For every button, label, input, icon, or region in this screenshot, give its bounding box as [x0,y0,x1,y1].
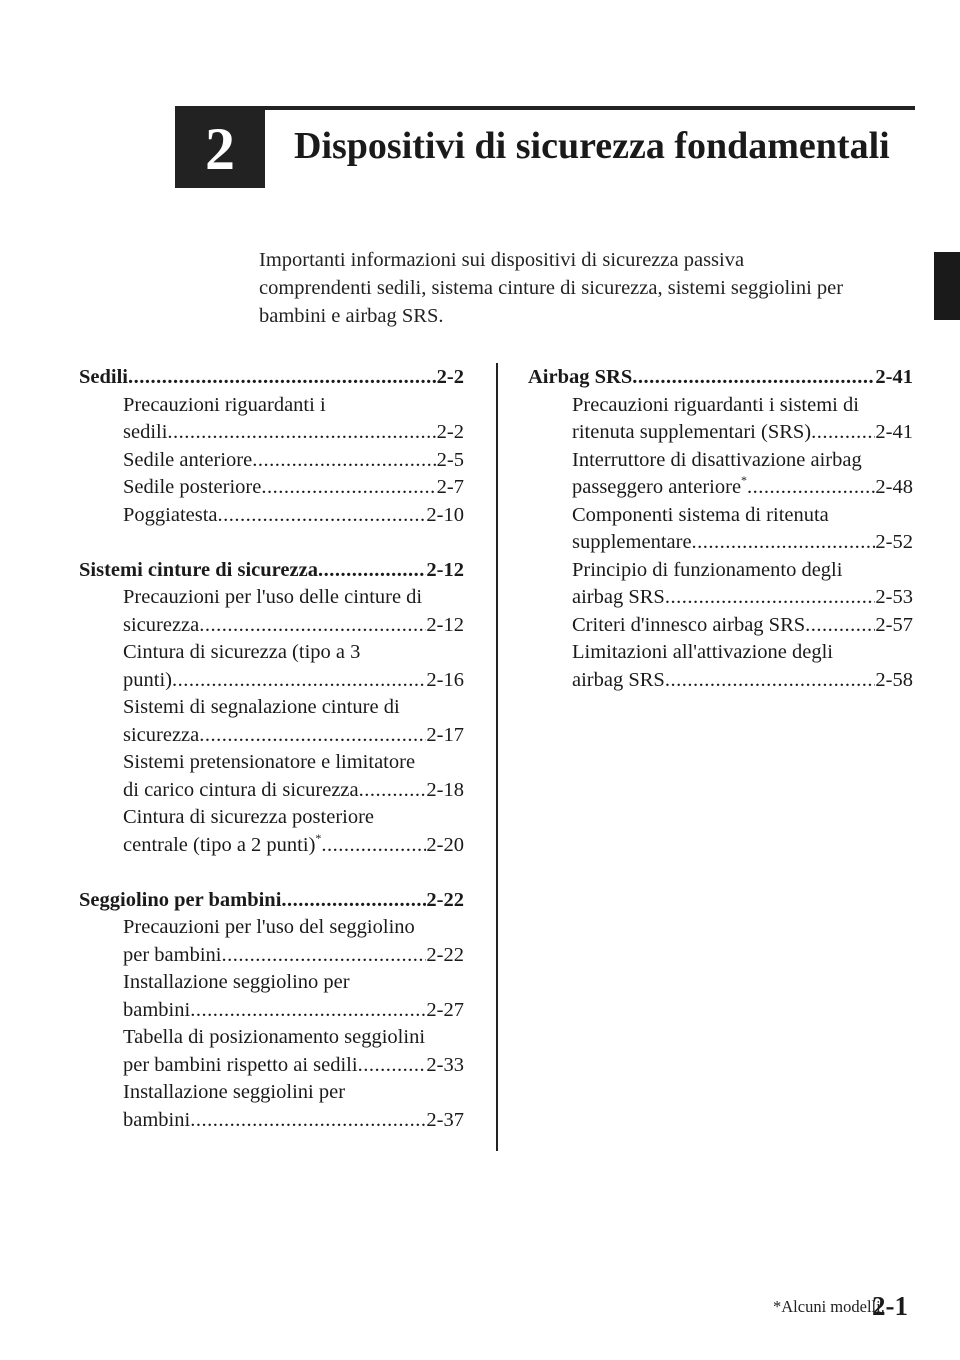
toc-leader [665,584,876,612]
toc-entry-label: supplementare [572,531,692,553]
toc-entry-last-line [123,667,464,695]
chapter-number-box [175,110,265,188]
toc-entry-line: Precauzioni per l'uso del seggiolino [123,916,415,938]
toc-section-heading[interactable] [79,364,464,392]
intro-line: Importanti informazioni sui dispositivi di sicurezza passiva [259,249,745,271]
toc-entry[interactable] [528,502,913,557]
toc-entry-label: airbag SRS [572,586,665,608]
toc-entry-text [123,1052,358,1080]
toc-section [79,887,464,1135]
footnote: *Alcuni modelli. [773,1297,885,1316]
toc-entry-last-line [572,529,913,557]
toc-entry-page: 2-17 [426,723,464,746]
toc-entry-label: Criteri d'innesco airbag SRS [572,613,806,636]
toc-left-column [79,364,464,1162]
toc-leader [805,612,875,640]
toc-entry-page: 2-5 [436,448,464,471]
toc-leader [359,777,427,805]
toc-section-title: Sistemi cinture di sicurezza [79,558,318,581]
toc-entry-last-line [123,419,464,447]
chapter-top-rule [175,106,915,110]
toc-entry-text [123,722,199,750]
toc-entry-page: 2-2 [436,421,464,443]
toc-entry[interactable] [79,392,464,447]
toc-entry-page: 2-18 [426,778,464,801]
toc-entry-label: Sedile posteriore [123,476,262,498]
toc-entry-label: bambini [123,1108,191,1131]
toc-entry[interactable] [528,639,913,694]
toc-entry-page: 2-33 [426,1053,464,1076]
toc-entry[interactable] [79,969,464,1024]
toc-entry-page: 2-10 [426,503,464,526]
chapter-title: Dispositivi di sicurezza fondamentali [294,125,890,167]
toc-leader [128,364,437,392]
toc-leader [321,832,426,860]
toc-entry-line: Tabella di posizionamento seggiolini [123,1026,426,1048]
toc-leader [190,1107,426,1135]
toc-entry-label: per bambini rispetto ai sedili [123,1053,358,1076]
toc-entry-page: 2-12 [426,613,464,636]
toc-entry-line: Componenti sistema di ritenuta [572,503,829,526]
toc-entry-text [123,997,190,1025]
toc-entry-text [123,612,199,640]
toc-entry-line: Limitazioni all'attivazione degli [572,641,833,663]
toc-section-title: Airbag SRS [528,366,633,388]
asterisk-marker: * [741,473,748,487]
toc-leader [218,502,427,530]
toc-entry-last-line [123,447,464,475]
toc-leader [811,419,875,447]
toc-entry-last-line [572,419,913,447]
toc-entry[interactable] [528,612,913,640]
toc-entry[interactable] [79,914,464,969]
toc-entry-text [123,942,222,970]
page-number: 2-1 [872,1291,908,1321]
toc-entry-last-line [123,997,464,1025]
toc-entry-text [572,667,665,695]
toc-entry-text [572,474,747,502]
toc-section [79,364,464,529]
toc-entry-page: 2-52 [875,531,913,553]
chapter-intro [259,246,919,330]
toc-entry-last-line [572,584,913,612]
toc-section-page: 2-2 [436,366,464,388]
toc-leader [252,447,436,475]
toc-leader [318,557,426,585]
toc-entry[interactable] [79,584,464,639]
toc-leader [172,667,426,695]
toc-entry-label: bambini [123,998,191,1021]
toc-right-column [528,364,913,722]
toc-entry-line: Precauzioni riguardanti i sistemi di [572,393,859,416]
toc-entry-last-line [123,612,464,640]
column-divider [496,363,498,1151]
toc-entry-page: 2-58 [875,668,913,691]
toc-entry-line: Installazione seggiolini per [123,1081,346,1103]
toc-entry[interactable] [79,804,464,859]
toc-entry-text [123,502,218,530]
toc-entry-last-line [123,777,464,805]
toc-entry-page: 2-48 [875,476,913,498]
toc-entry-text [123,777,359,805]
toc-entry[interactable] [528,557,913,612]
chapter-thumb-tab [934,252,960,320]
toc-entry[interactable] [79,639,464,694]
toc-entry-page: 2-20 [426,833,464,856]
toc-entry-text [572,529,692,557]
toc-entry-text [572,419,811,447]
toc-entry-label: per bambini [123,943,222,966]
toc-section-heading[interactable] [79,557,464,585]
toc-entry-text [123,474,261,502]
toc-entry[interactable] [79,447,464,475]
toc-section-page: 2-22 [426,888,464,911]
toc-entry-line: Principio di funzionamento degli [572,558,843,581]
toc-entry-label: sicurezza [123,723,200,746]
toc-section [528,364,913,694]
toc-entry-page: 2-41 [875,421,913,443]
toc-entry-last-line [572,612,913,640]
toc-entry-last-line [572,667,913,695]
toc-entry[interactable] [79,502,464,530]
toc-entry-label: punti) [123,668,172,691]
intro-line: bambini e airbag SRS. [259,305,444,327]
asterisk-marker: * [315,830,322,845]
toc-entry-text [572,612,805,640]
toc-entry-page: 2-57 [875,613,913,636]
toc-entry-last-line [123,474,464,502]
toc-entry-label: Sedile anteriore [123,448,253,471]
toc-leader [222,942,427,970]
toc-entry[interactable] [79,1024,464,1079]
toc-leader [692,529,876,557]
toc-entry[interactable] [79,1079,464,1134]
toc-section-page: 2-12 [426,558,464,581]
toc-entry-text [123,832,321,860]
toc-entry-label: ritenuta supplementari (SRS) [572,421,812,443]
toc-leader [665,667,876,695]
chapter-number: 2 [205,115,235,182]
toc-entry-line: Cintura di sicurezza posteriore [123,806,375,828]
toc-entry-last-line [123,942,464,970]
toc-entry-text [123,1107,190,1135]
toc-entry-label: sicurezza [123,613,200,636]
toc-entry-page: 2-53 [875,586,913,608]
toc-leader [167,419,436,447]
toc-entry-line: Precauzioni per l'uso delle cinture di [123,586,423,608]
toc-section-heading[interactable] [528,364,913,392]
toc-entry-page: 2-37 [426,1108,464,1131]
toc-leader [261,474,436,502]
toc-entry-line: Precauzioni riguardanti i [123,393,326,416]
toc-entry-label: Poggiatesta [123,503,218,526]
toc-entry[interactable] [528,447,913,502]
toc-entry-text [123,447,252,475]
toc-entry-text [123,419,167,447]
toc-leader [358,1052,427,1080]
toc-section [79,557,464,860]
toc-entry-line: Interruttore di disattivazione airbag [572,448,862,471]
toc-entry-label: airbag SRS [572,668,665,691]
toc-section-page: 2-41 [875,366,913,388]
toc-entry-text [572,584,665,612]
toc-entry-label: di carico cintura di sicurezza [123,778,359,801]
intro-line: comprendenti sedili, sistema cinture di sicurezza, sistemi seggiolini per [259,277,844,299]
toc-leader [199,612,426,640]
toc-entry-page: 2-22 [426,943,464,966]
toc-entry[interactable] [528,392,913,447]
toc-leader [190,997,426,1025]
toc-entry-line: Sistemi pretensionatore e limitatore [123,751,416,773]
toc-entry-last-line [123,1052,464,1080]
toc-leader [632,364,875,392]
toc-entry-label: sedili [123,421,168,443]
toc-entry-page: 2-16 [426,668,464,691]
toc-entry-label: passeggero anteriore [572,476,742,498]
toc-leader [747,474,875,502]
toc-section-heading[interactable] [79,887,464,915]
toc-entry[interactable] [79,694,464,749]
toc-entry-last-line [123,1107,464,1135]
toc-entry[interactable] [79,749,464,804]
toc-entry-label: centrale (tipo a 2 punti) [123,833,316,856]
toc-entry-last-line [123,502,464,530]
toc-entry-line: Sistemi di segnalazione cinture di [123,696,400,718]
toc-entry-page: 2-7 [436,476,464,498]
toc-entry-last-line [123,832,464,860]
toc-entry-line: Cintura di sicurezza (tipo a 3 [123,641,361,663]
toc-entry-last-line [572,474,913,502]
toc-leader [199,722,426,750]
toc-entry-page: 2-27 [426,998,464,1021]
toc-section-title: Sedili [79,366,128,388]
toc-entry-line: Installazione seggiolino per [123,971,350,993]
toc-leader [281,887,426,915]
toc-entry-text [123,667,172,695]
toc-entry-last-line [123,722,464,750]
toc-entry[interactable] [79,474,464,502]
toc-section-title: Seggiolino per bambini [79,888,282,911]
